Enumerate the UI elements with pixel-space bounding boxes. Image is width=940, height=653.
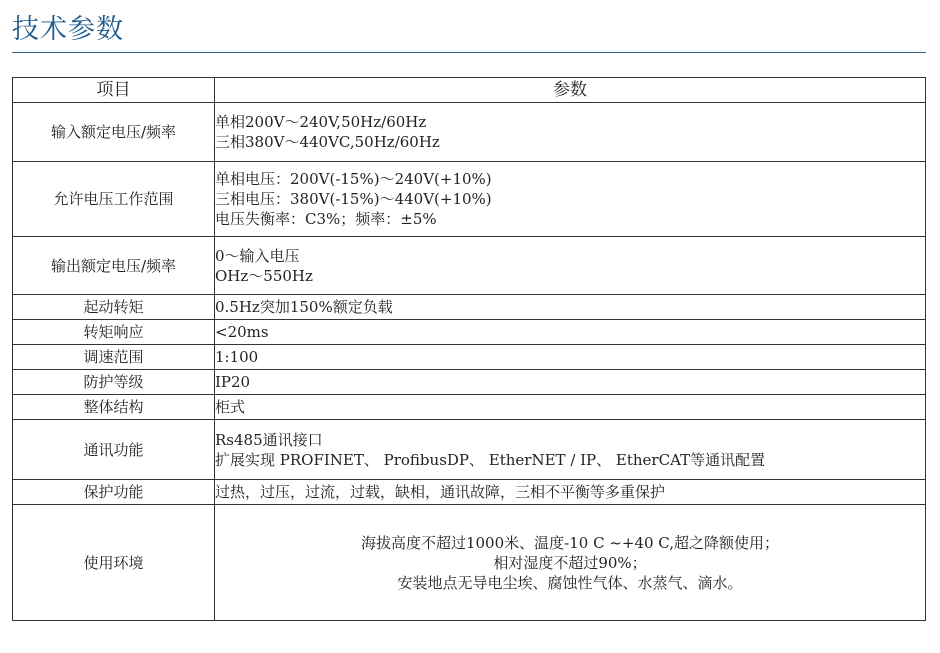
- value-line: IP20: [215, 373, 251, 391]
- row-label: 转矩响应: [13, 320, 215, 345]
- value-line: 相对湿度不超过90%；: [493, 553, 647, 572]
- value-line: 单相200V～240V,50Hz/60Hz: [215, 113, 427, 131]
- table-row: [13, 103, 926, 162]
- table-row: [13, 345, 926, 370]
- value-line: 单相电压：200V(-15%)～240V(+10%): [215, 170, 492, 188]
- value-line: OHz～550Hz: [215, 266, 313, 285]
- table-row: [13, 295, 926, 320]
- row-label: 通讯功能: [13, 420, 215, 480]
- value-line: 电压失衡率：C3%；频率：±5%: [215, 210, 437, 228]
- value-line: 安装地点无导电尘埃、腐蚀性气体、水蒸气、滴水。: [397, 573, 743, 592]
- row-label: 输出额定电压/频率: [13, 237, 215, 295]
- value-line: 0.5Hz突加150%额定负载: [215, 298, 393, 316]
- row-value: [215, 420, 926, 480]
- header-item: 项目: [13, 78, 215, 103]
- row-value: [215, 103, 926, 162]
- row-label: 整体结构: [13, 395, 215, 420]
- row-value: [215, 237, 926, 295]
- page-title: 技术参数: [12, 14, 124, 45]
- value-line: Rs485通讯接口: [215, 430, 323, 449]
- table-row: [13, 320, 926, 345]
- value-line: 1:100: [215, 348, 259, 366]
- spec-table: [12, 77, 926, 621]
- value-line: 三相电压：380V(-15%)～440V(+10%): [215, 190, 492, 208]
- row-value: [215, 395, 926, 420]
- table-header-row: [13, 78, 926, 103]
- table-row: [13, 162, 926, 237]
- row-label: 防护等级: [13, 370, 215, 395]
- value-line: 过热，过压，过流，过载，缺相，通讯故障，三相不平衡等多重保护: [215, 483, 666, 501]
- row-value: [215, 320, 926, 345]
- header-params: 参数: [215, 78, 926, 103]
- table-row: [13, 237, 926, 295]
- row-value: [215, 505, 926, 621]
- row-value: [215, 480, 926, 505]
- value-line: 海拔高度不超过1000米、温度-10 C ~+40 C,超之降额使用；: [360, 533, 780, 552]
- row-value: [215, 370, 926, 395]
- row-label: 调速范围: [13, 345, 215, 370]
- row-label: 起动转矩: [13, 295, 215, 320]
- row-label: 保护功能: [13, 480, 215, 505]
- value-line: 柜式: [215, 398, 246, 416]
- value-line: <20ms: [215, 323, 269, 341]
- table-row: [13, 395, 926, 420]
- table-row: [13, 370, 926, 395]
- row-value: [215, 345, 926, 370]
- title-divider: [12, 52, 926, 53]
- table-row: [13, 480, 926, 505]
- value-line: 扩展实现 PROFINET、 ProfibusDP、 EtherNET / IP、 EtherCAT等通讯配置: [215, 450, 766, 469]
- row-value: [215, 162, 926, 237]
- table-row: [13, 420, 926, 480]
- row-label: 允许电压工作范围: [13, 162, 215, 237]
- value-line: 三相380V～440VC,50Hz/60Hz: [215, 133, 440, 151]
- row-label: 输入额定电压/频率: [13, 103, 215, 162]
- row-label: 使用环境: [13, 505, 215, 621]
- value-line: 0～输入电压: [215, 246, 300, 265]
- row-value: [215, 295, 926, 320]
- table-row: [13, 505, 926, 621]
